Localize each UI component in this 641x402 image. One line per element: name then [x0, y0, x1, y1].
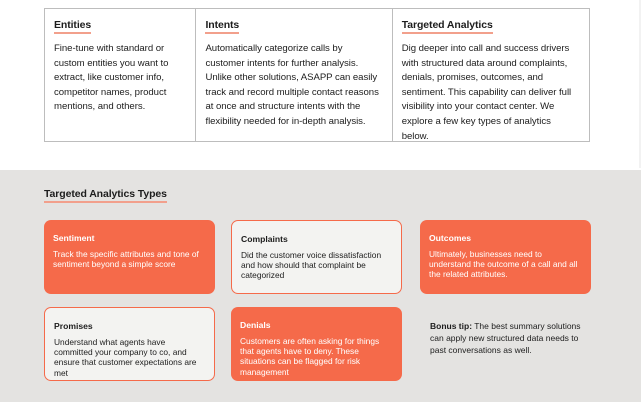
bonus-tip-text: The best summary solutions can apply new structured data needs to past conversations as well.: [430, 321, 581, 356]
feature-description: Dig deeper into call and success drivers with structured data around complaints, denials, promises, outcomes, and sentiment. This capability can deliver full visibility into your contact center. We explore a few key types of analytics below.: [401, 43, 572, 142]
feature-column-targeted-analytics: [393, 9, 589, 141]
card-denials: [231, 307, 402, 381]
feature-description: Automatically categorize calls by customer intents for further analysis. Unlike other solutions, ASAPP can easily track and record multiple contact reasons at once and structure intents with the flexibility needed for in-depth analysis.: [205, 43, 379, 127]
card-sentiment: [44, 220, 215, 294]
card-description: Understand what agents have committed your company to co, and ensure that customer expectations are met: [54, 337, 197, 378]
card-title: Promises: [54, 321, 93, 331]
bonus-tip-label: Bonus tip:: [430, 321, 473, 331]
feature-column-entities: [45, 9, 196, 141]
feature-column-intents: [196, 9, 392, 141]
card-title: Denials: [240, 320, 271, 330]
card-title: Complaints: [241, 234, 288, 244]
analytics-types-section: [0, 170, 641, 402]
bonus-tip: [430, 320, 590, 357]
card-description: Customers are often asking for things that agents have to deny. These situations can be flagged for risk management: [240, 336, 380, 377]
section-heading: Targeted Analytics Types: [44, 188, 167, 203]
card-title: Sentiment: [53, 233, 95, 243]
card-description: Did the customer voice dissatisfaction and how should that complaint be categorized: [241, 250, 382, 281]
card-title: Outcomes: [429, 233, 472, 243]
feature-description: Fine-tune with standard or custom entities you want to extract, like customer info, competitor names, product mentions, and others.: [54, 43, 169, 113]
feature-title: Entities: [54, 19, 91, 34]
card-description: Track the specific attributes and tone of sentiment beyond a simple score: [53, 249, 199, 270]
features-table: [44, 8, 590, 142]
feature-title: Targeted Analytics: [402, 19, 493, 34]
card-description: Ultimately, businesses need to understand the outcome of a call and all the related attributes.: [429, 249, 578, 280]
feature-title: Intents: [205, 19, 239, 34]
card-promises: [44, 307, 215, 381]
card-complaints: [231, 220, 402, 294]
card-outcomes: [420, 220, 591, 294]
